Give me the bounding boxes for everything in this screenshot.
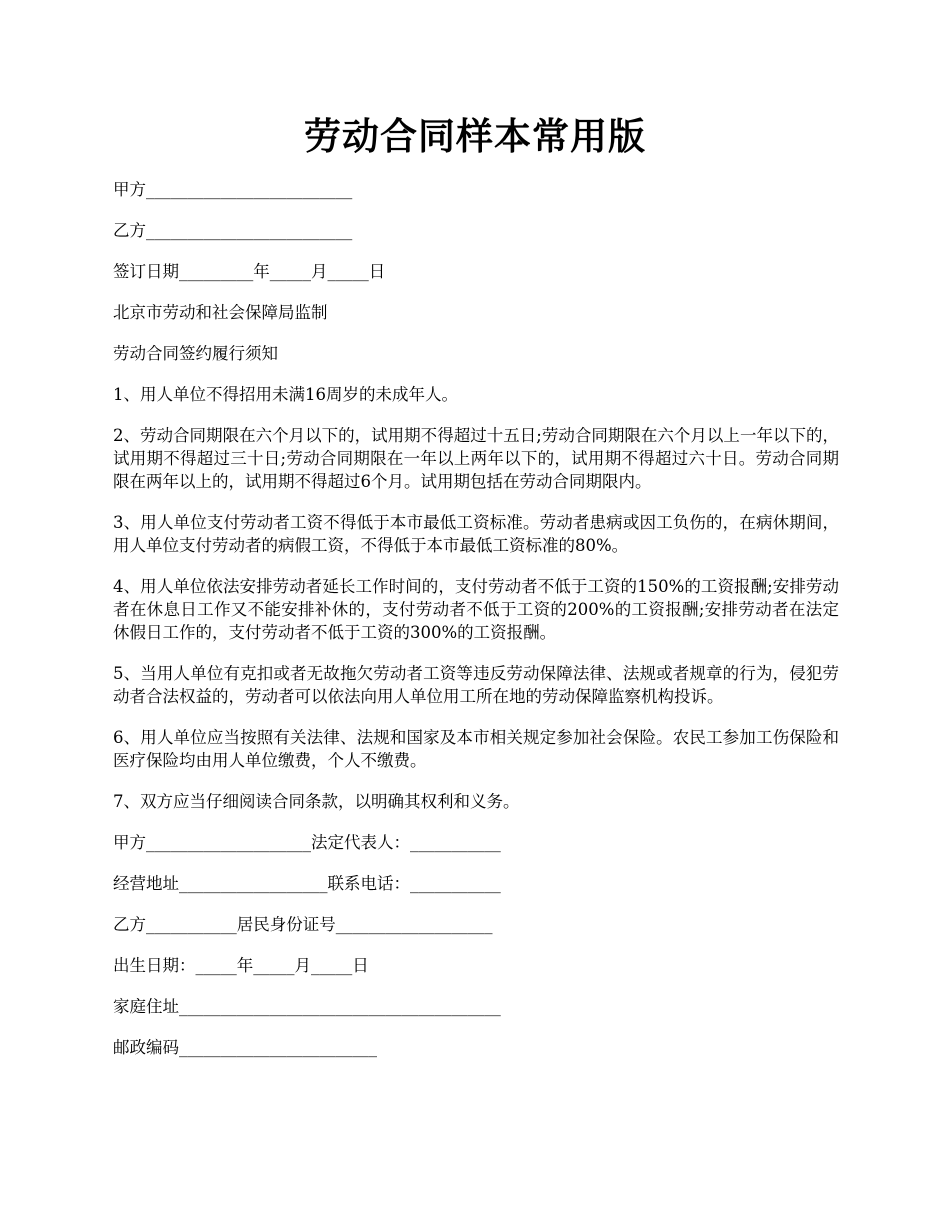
document-title: 劳动合同样本常用版	[304, 114, 646, 158]
notice-item-2: 2、劳动合同期限在六个月以下的，试用期不得超过十五日;劳动合同期限在六个月以上一年以下的，试用期不得超过三十日;劳动合同期限在一年以上两年以下的，试用期不得超过六十日。劳动合同期限在两年以上的，试用期不得超过6个月。试用期包括在劳动合同期限内。	[113, 426, 839, 491]
business-address-phone-line: 经营地址__________________联系电话：___________	[113, 874, 501, 893]
signing-date-line: 签订日期_________年_____月_____日	[113, 262, 386, 281]
notice-item-1: 1、用人单位不得招用未满16周岁的未成年人。	[113, 385, 458, 404]
document-body	[113, 178, 839, 1077]
issuer-line: 北京市劳动和社会保障局监制	[113, 303, 328, 322]
notice-heading: 劳动合同签约履行须知	[113, 344, 278, 363]
party-a-representative-line: 甲方____________________法定代表人：___________	[113, 833, 501, 852]
postal-code-line: 邮政编码________________________	[113, 1038, 377, 1057]
birth-date-line: 出生日期：_____年_____月_____日	[113, 956, 369, 975]
notice-item-3: 3、用人单位支付劳动者工资不得低于本市最低工资标准。劳动者患病或因工负伤的，在病休期间，用人单位支付劳动者的病假工资，不得低于本市最低工资标准的80%。	[113, 513, 839, 555]
notice-item-4: 4、用人单位依法安排劳动者延长工作时间的，支付劳动者不低于工资的150%的工资报酬;安排劳动者在休息日工作又不能安排补休的，支付劳动者不低于工资的200%的工资报酬;安排劳动者在法定休假日工作的，支付劳动者不低于工资的300%的工资报酬。	[113, 577, 839, 642]
notice-item-6: 6、用人单位应当按照有关法律、法规和国家及本市相关规定参加社会保险。农民工参加工伤保险和医疗保险均由用人单位缴费，个人不缴费。	[113, 728, 839, 770]
party-b-id-line: 乙方___________居民身份证号___________________	[113, 915, 493, 934]
party-a-line: 甲方_________________________	[113, 180, 353, 199]
party-b-line: 乙方_________________________	[113, 221, 353, 240]
notice-item-5: 5、当用人单位有克扣或者无故拖欠劳动者工资等违反劳动保障法律、法规或者规章的行为，侵犯劳动者合法权益的，劳动者可以依法向用人单位用工所在地的劳动保障监察机构投诉。	[113, 664, 839, 706]
notice-item-7: 7、双方应当仔细阅读合同条款，以明确其权利和义务。	[113, 792, 520, 811]
home-address-line: 家庭住址_______________________________________	[113, 997, 501, 1016]
